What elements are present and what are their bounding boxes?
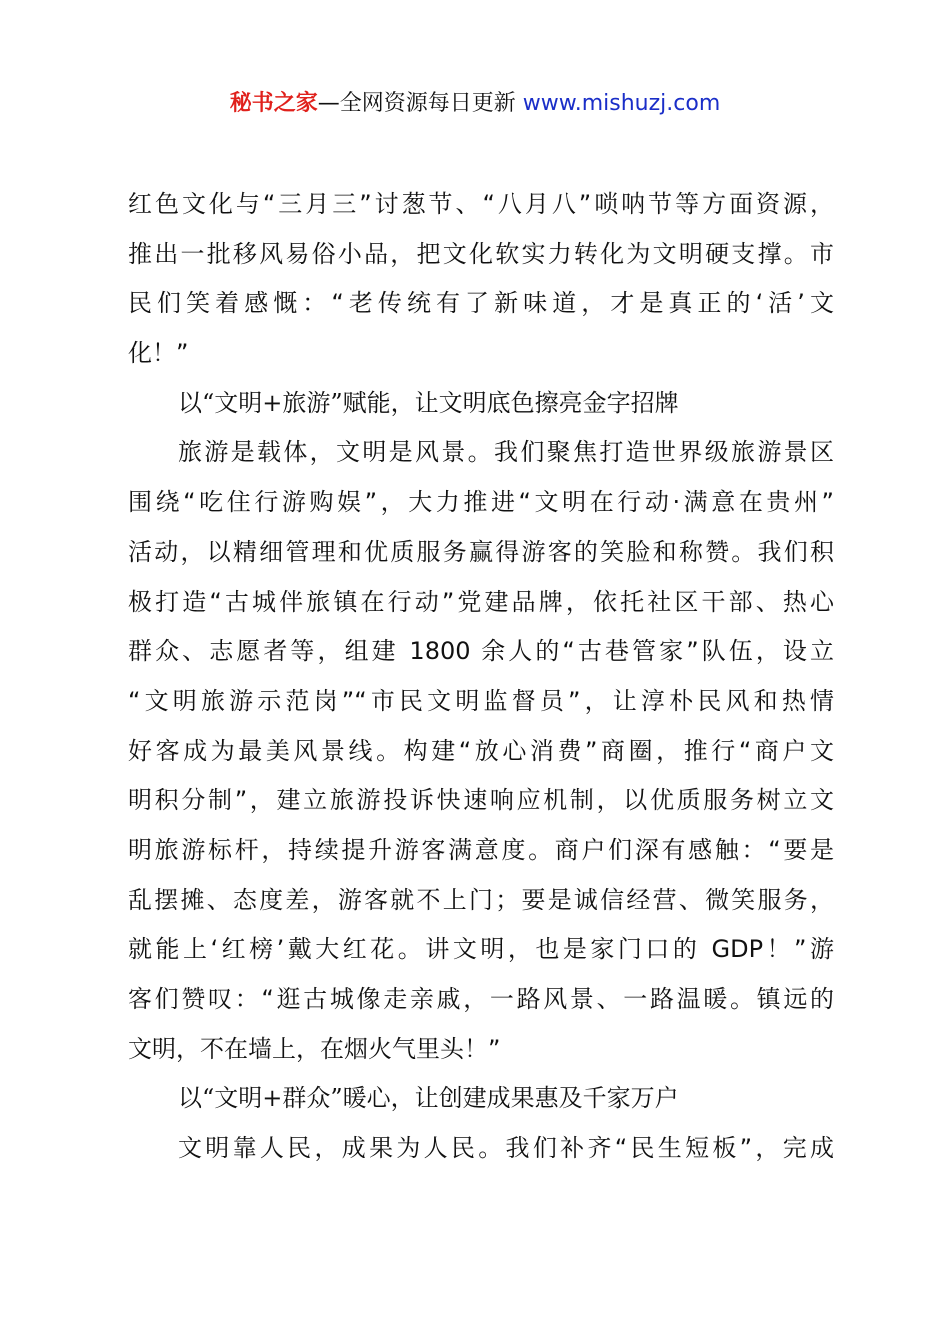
text-line: 明旅游标杆，持续提升游客满意度。商户们深有感触：“要是	[128, 835, 834, 864]
page-header	[0, 88, 950, 120]
text-line: 围绕“吃住行游购娱”，大力推进“文明在行动·满意在贵州”	[128, 488, 834, 517]
website-link[interactable]: www.mishuzj.com	[522, 91, 721, 116]
text-line: 好客成为最美风景线。构建“放心消费”商圈，推行“商户文	[128, 736, 834, 765]
text-line: 民们笑着感慨：“老传统有了新味道，才是真正的‘活’文	[128, 289, 834, 318]
text-line: 推出一批移风易俗小品，把文化软实力转化为文明硬支撑。市	[128, 239, 834, 268]
text-line: 客们赞叹：“逛古城像走亲戚，一路风景、一路温暖。镇远的	[128, 985, 834, 1013]
section-heading-tourism: 以“文明+旅游”赋能，让文明底色擦亮金字招牌	[178, 388, 679, 417]
header-slogan: —全网资源每日更新	[317, 91, 516, 116]
brand-name: 秘书之家	[229, 91, 318, 116]
text-line: 文明靠人民，成果为人民。我们补齐“民生短板”，完成	[178, 1134, 834, 1163]
text-line: 明积分制”，建立旅游投诉快速响应机制，以优质服务树立文	[128, 786, 834, 815]
document-body	[128, 180, 834, 1174]
text-line: 化！”	[128, 339, 189, 368]
text-line: 旅游是载体，文明是风景。我们聚焦打造世界级旅游景区	[178, 438, 834, 467]
text-line: 文明，不在墙上，在烟火气里头！”	[128, 1034, 501, 1063]
text-line: 活动，以精细管理和优质服务赢得游客的笑脸和称赞。我们积	[128, 537, 834, 566]
text-line: “文明旅游示范岗”“市民文明监督员”，让淳朴民风和热情	[128, 686, 834, 715]
section-heading-masses: 以“文明+群众”暖心，让创建成果惠及千家万户	[178, 1084, 679, 1113]
text-line: 乱摆摊、态度差，游客就不上门；要是诚信经营、微笑服务，	[128, 885, 834, 914]
text-line: 就能上‘红榜’戴大红花。讲文明，也是家门口的 GDP！”游	[128, 935, 834, 964]
text-line: 极打造“古城伴旅镇在行动”党建品牌，依托社区干部、热心	[128, 587, 834, 616]
text-line: 群众、志愿者等，组建 1800 余人的“古巷管家”队伍，设立	[128, 637, 834, 666]
text-line: 红色文化与“三月三”讨葱节、“八月八”唢呐节等方面资源，	[128, 190, 834, 218]
